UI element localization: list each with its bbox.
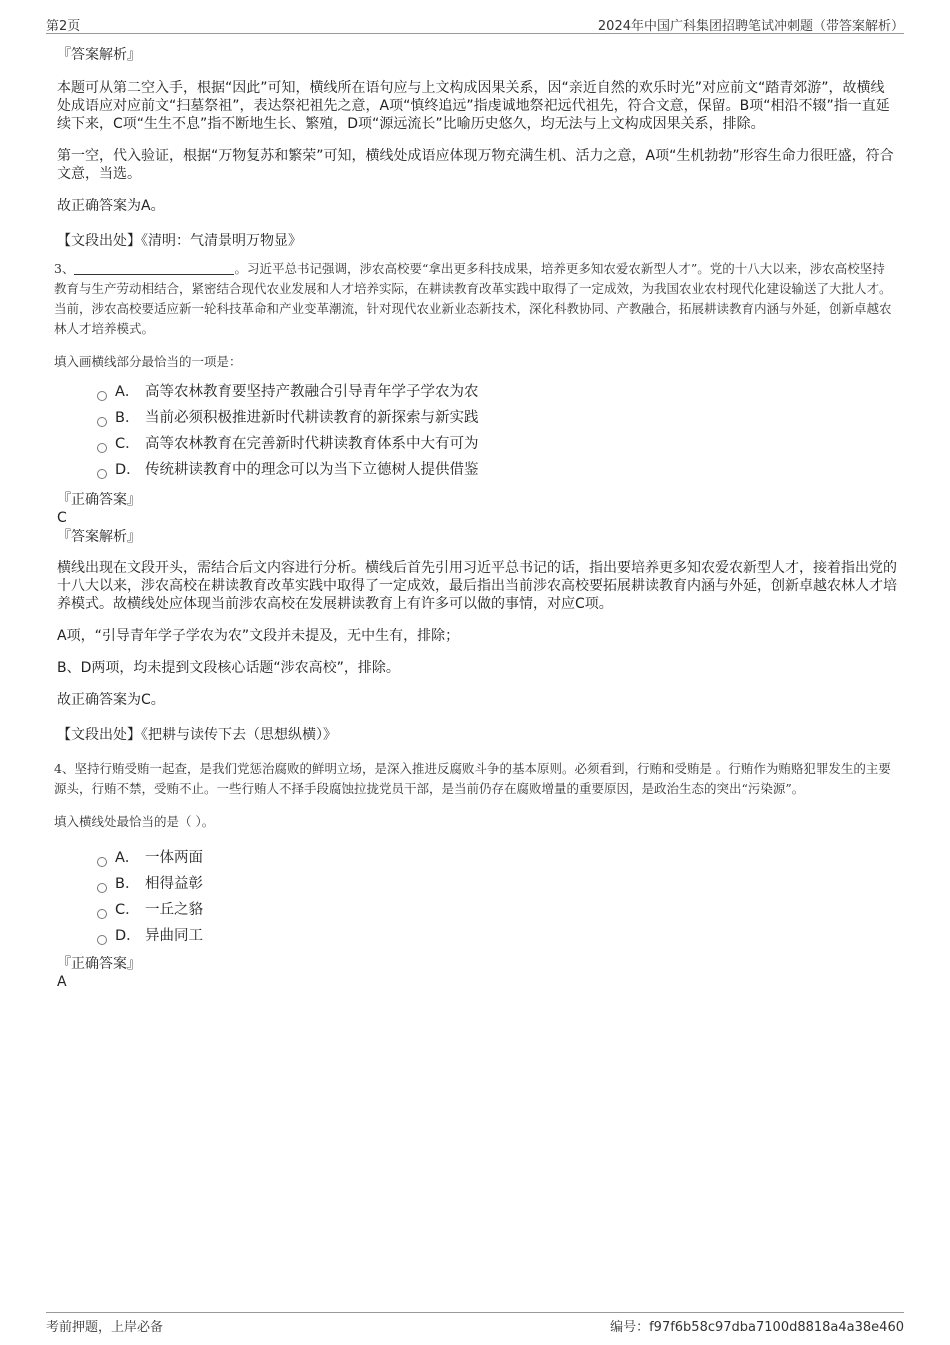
q2-analysis-p2: 第一空，代入验证，根据“万物复苏和繁荣”可知，横线处成语应体现万物充满生机、活力之意，A项“生机勃勃”形容生命力很旺盛，符合文意，当选。 xyxy=(57,148,894,182)
radio-icon[interactable] xyxy=(97,909,107,919)
q3-option-c[interactable] xyxy=(97,431,897,457)
radio-icon[interactable] xyxy=(97,417,107,427)
q3-option-a[interactable] xyxy=(97,379,897,405)
q3-number: 3、 xyxy=(54,261,75,276)
option-letter: B． xyxy=(115,410,140,426)
q3-prompt: 填入画横线部分最恰当的一项是： xyxy=(54,354,242,369)
q3-blank xyxy=(74,260,234,275)
option-text: 当前必须积极推进新时代耕读教育的新探索与新实践 xyxy=(145,410,479,426)
page-number: 第2页 xyxy=(46,19,81,34)
option-letter: D． xyxy=(115,928,141,944)
q4-option-a[interactable] xyxy=(97,845,897,871)
option-text: 高等农林教育在完善新时代耕读教育体系中大有可为 xyxy=(145,436,479,452)
q3-analysis-p4: 故正确答案为C。 xyxy=(57,692,165,708)
q3-options xyxy=(97,379,897,483)
q3-analysis-p2: A项，“引导青年学子学农为农”文段并未提及，无中生有，排除； xyxy=(57,628,460,644)
q3-analysis-p1: 横线出现在文段开头，需结合后文内容进行分析。横线后首先引用习近平总书记的话，指出要培养更多知农爱农新型人才，接着指出党的十八大以来，涉农高校在耕读教育改革实践中取得了一定成效，最后指出当前涉农高校要拓展耕读教育内涵与外延，创新卓越农林人才培养模式。故横线处应体现当前涉农高校在发展耕读教育上有许多可以做的事情，对应C项。 xyxy=(57,560,897,612)
q2-analysis-heading: 『答案解析』 xyxy=(57,47,141,63)
main-content xyxy=(54,45,897,991)
q4-option-c[interactable] xyxy=(97,897,897,923)
radio-icon[interactable] xyxy=(97,883,107,893)
footer-slogan: 考前押题，上岸必备 xyxy=(46,1320,164,1335)
option-text: 传统耕读教育中的理念可以为当下立德树人提供借鉴 xyxy=(145,462,479,478)
option-text: 一体两面 xyxy=(145,850,203,866)
q4-options xyxy=(97,845,897,949)
q4-correct-heading: 『正确答案』 xyxy=(57,956,141,972)
radio-icon[interactable] xyxy=(97,443,107,453)
option-text: 高等农林教育要坚持产教融合引导青年学子学农为农 xyxy=(145,384,479,400)
option-text: 异曲同工 xyxy=(145,928,203,944)
option-text: 一丘之貉 xyxy=(145,902,203,918)
q4-prompt: 填入横线处最恰当的是（ ）。 xyxy=(54,814,215,829)
option-text: 相得益彰 xyxy=(145,876,203,892)
q3-source: 【文段出处】《把耕与读传下去（思想纵横）》 xyxy=(57,727,337,743)
q3-analysis-p3: B、D两项，均未提到文段核心话题“涉农高校”，排除。 xyxy=(57,660,400,676)
option-letter: C． xyxy=(115,902,140,918)
q3-text xyxy=(54,259,897,339)
page-header xyxy=(46,13,904,34)
q3-correct-heading: 『正确答案』 xyxy=(57,492,141,508)
radio-icon[interactable] xyxy=(97,857,107,867)
q3-body: 。习近平总书记强调，涉农高校要“拿出更多科技成果，培养更多知农爱农新型人才”。党的十八大以来，涉农高校坚持教育与生产劳动相结合，紧密结合现代农业发展和人才培养实际，在耕读教育改革实践中取得了一定成效，为我国农业农村现代化建设输送了大批人才。当前，涉农高校要适应新一轮科技革命和产业变革潮流，针对现代农业新业态新技术，深化科教协同、产教融合，拓展耕读教育内涵与外延，创新卓越农林人才培养模式。 xyxy=(54,261,892,336)
code-value: f97f6b58c97dba7100d8818a4a38e460 xyxy=(649,1320,904,1335)
q3-correct-answer: C xyxy=(57,510,67,526)
document-title: 2024年中国广科集团招聘笔试冲刺题（带答案解析） xyxy=(597,19,904,34)
radio-icon[interactable] xyxy=(97,391,107,401)
q2-source: 【文段出处】《清明：气清景明万物显》 xyxy=(57,233,302,249)
radio-icon[interactable] xyxy=(97,935,107,945)
radio-icon[interactable] xyxy=(97,469,107,479)
q3-option-d[interactable] xyxy=(97,457,897,483)
q2-analysis-p1: 本题可从第二空入手，根据“因此”可知，横线所在语句应与上文构成因果关系，因“亲近自然的欢乐时光”对应前文“踏青郊游”，故横线处成语应对应前文“扫墓祭祖”，表达祭祀祖先之意，A项“慎终追远”指虔诚地祭祀远代祖先，符合文意，保留。B项“相沿不辍”指一直延续下来，C项“生生不息”指不断地生长、繁殖，D项“源远流长”比喻历史悠久，均无法与上文构成因果关系，排除。 xyxy=(57,80,890,132)
option-letter: C． xyxy=(115,436,140,452)
q4-option-d[interactable] xyxy=(97,923,897,949)
q4-text: 4、坚持行贿受贿一起查，是我们党惩治腐败的鲜明立场，是深入推进反腐败斗争的基本原则。必须看到，行贿和受贿是 。行贿作为贿赂犯罪发生的主要源头，行贿不禁，受贿不止。一些行贿人不择手段腐蚀拉拢党员干部，是当前仍存在腐败增量的重要原因，是政治生态的突出“污染源”。 xyxy=(54,761,891,796)
option-letter: B． xyxy=(115,876,140,892)
page-footer xyxy=(46,1312,904,1337)
q2-analysis-p3: 故正确答案为A。 xyxy=(57,198,165,214)
option-letter: A． xyxy=(115,384,140,400)
q4-option-b[interactable] xyxy=(97,871,897,897)
q3-analysis-heading: 『答案解析』 xyxy=(57,529,141,545)
option-letter: D． xyxy=(115,462,141,478)
document-code xyxy=(610,1316,904,1335)
q4-correct-answer: A xyxy=(57,974,67,990)
code-label: 编号： xyxy=(610,1320,650,1335)
option-letter: A． xyxy=(115,850,140,866)
q3-option-b[interactable] xyxy=(97,405,897,431)
